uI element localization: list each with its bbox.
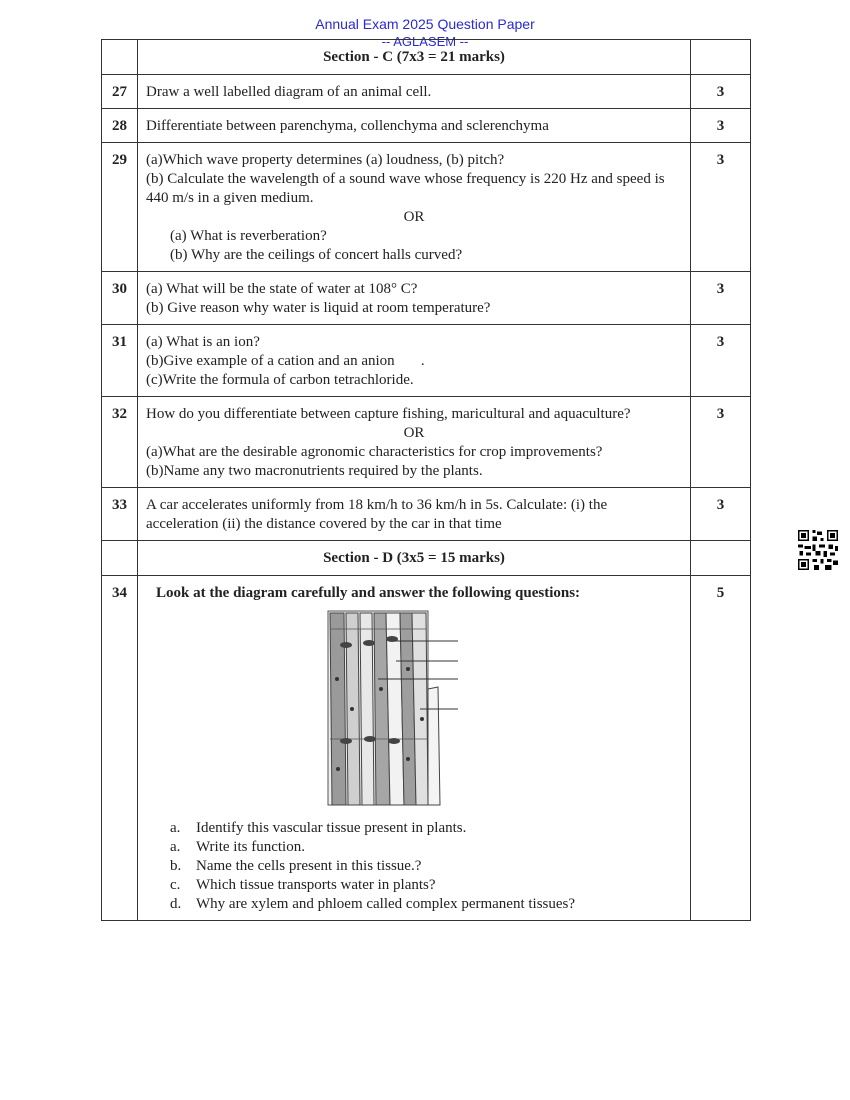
question-number: 27 (102, 75, 138, 109)
question-number: 31 (102, 325, 138, 397)
question-32-main: How do you differentiate between capture fishing, maricultural and aquaculture? (146, 406, 631, 422)
question-33-text: A car accelerates uniformly from 18 km/h to 36 km/h in 5s. Calculate: (i) the acceleration (ii) the distance covered by the car in that time (146, 497, 608, 532)
section-d-row (102, 541, 751, 576)
question-text (138, 325, 691, 397)
question-text (138, 488, 691, 541)
question-marks: 3 (691, 272, 751, 325)
question-29-alt-a: (a) What is reverberation? (170, 228, 327, 244)
exam-header-subtitle: -- AGLASEM -- (381, 34, 469, 49)
question-marks: 3 (691, 397, 751, 488)
question-31-part-a: (a) What is an ion? (146, 334, 260, 350)
section-c-row (102, 40, 751, 75)
question-number: 29 (102, 143, 138, 272)
question-30-part-b: (b) Give reason why water is liquid at room temperature? (146, 300, 491, 316)
question-32-part-b: (b)Name any two macronutrients required by the plants. (146, 463, 483, 479)
section-c-title: Section - C (7x3 = 21 marks) (138, 40, 691, 75)
question-29-alt-b: (b) Why are the ceilings of concert halls curved? (170, 247, 463, 263)
question-marks: 3 (691, 488, 751, 541)
question-marks: 3 (691, 75, 751, 109)
list-item: b. Name the cells present in this tissue.? (170, 858, 422, 874)
question-text (138, 272, 691, 325)
or-separator: OR (403, 425, 425, 441)
question-marks: 5 (691, 576, 751, 921)
list-item: a. Identify this vascular tissue present in plants. (170, 820, 467, 836)
question-number: 30 (102, 272, 138, 325)
question-34-items (146, 819, 682, 914)
question-27-text: Draw a well labelled diagram of an animal cell. (146, 84, 432, 100)
question-text (138, 143, 691, 272)
question-marks: 3 (691, 109, 751, 143)
question-marks: 3 (691, 325, 751, 397)
question-text (138, 397, 691, 488)
question-number: 32 (102, 397, 138, 488)
question-row-33 (102, 488, 751, 541)
list-item: a. Write its function. (170, 839, 305, 855)
question-31-part-c: (c)Write the formula of carbon tetrachloride. (146, 372, 414, 388)
question-34-title: Look at the diagram carefully and answer the following questions: (156, 585, 581, 601)
question-text (138, 109, 691, 143)
question-30-part-a: (a) What will be the state of water at 108° C? (146, 281, 418, 297)
phloem-tissue-diagram (324, 609, 464, 809)
question-row-31 (102, 325, 751, 397)
question-number: 33 (102, 488, 138, 541)
question-row-27 (102, 75, 751, 109)
question-32-part-a: (a)What are the desirable agronomic characteristics for crop improvements? (146, 444, 603, 460)
question-row-34 (102, 576, 751, 921)
qr-code-icon (798, 530, 838, 570)
question-marks: 3 (691, 143, 751, 272)
question-number: 34 (102, 576, 138, 921)
question-row-32 (102, 397, 751, 488)
question-text (138, 75, 691, 109)
question-text (138, 576, 691, 921)
question-29-part-b: (b) Calculate the wavelength of a sound wave whose frequency is 220 Hz and speed is 440 m/s in a given medium. (146, 171, 665, 206)
question-31-part-b: (b)Give example of a cation and an anion . (146, 353, 425, 369)
question-28-text: Differentiate between parenchyma, collenchyma and sclerenchyma (146, 118, 549, 134)
exam-header-title: Annual Exam 2025 Question Paper (315, 16, 535, 32)
question-row-28 (102, 109, 751, 143)
question-number: 28 (102, 109, 138, 143)
or-separator: OR (403, 209, 425, 225)
list-item: d. Why are xylem and phloem called complex permanent tissues? (170, 896, 576, 912)
question-29-part-a: (a)Which wave property determines (a) loudness, (b) pitch? (146, 152, 505, 168)
question-row-30 (102, 272, 751, 325)
question-table (101, 39, 751, 921)
section-d-title: Section - D (3x5 = 15 marks) (138, 541, 691, 576)
question-row-29 (102, 143, 751, 272)
list-item: c. Which tissue transports water in plants? (170, 877, 436, 893)
